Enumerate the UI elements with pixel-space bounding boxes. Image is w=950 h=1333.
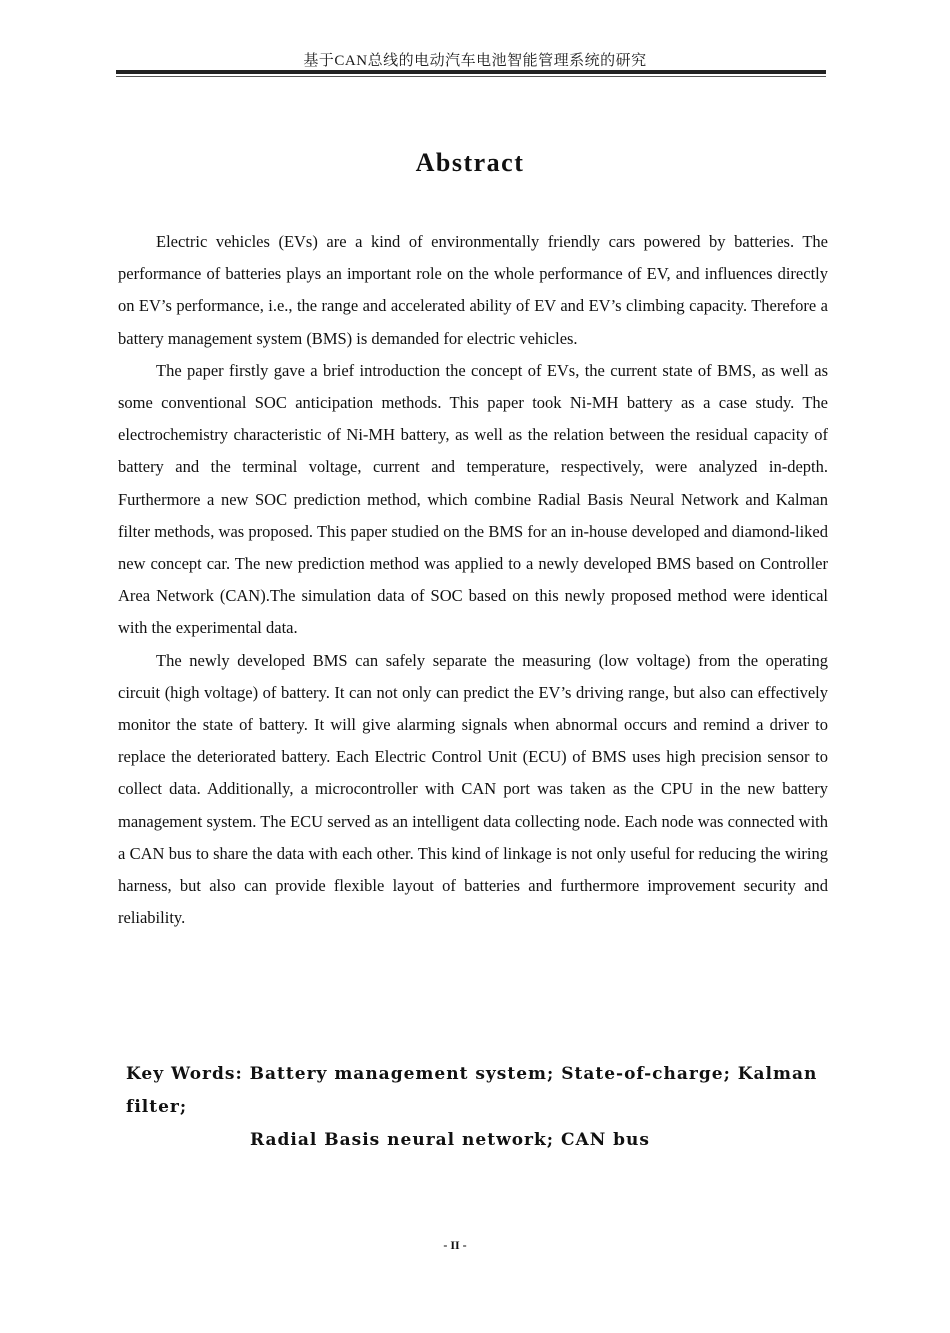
abstract-paragraph-3: The newly developed BMS can safely separate the measuring (low voltage) from the operating circuit (high voltage) of battery. It can not only can predict the EV’s driving range, but also can effectively monitor the state of battery. It will give alarming signals when abnormal occurs and remind a driver to replace the deteriorated battery. Each Electric Control Unit (ECU) of BMS uses high precision sensor to collect data. Additionally, a microcontroller with CAN port was taken as the CPU in the new battery management system. The ECU served as an intelligent data collecting node. Each node was connected with a CAN bus to share the data with each other. This kind of linkage is not only useful for reducing the wiring harness, but also can provide flexible layout of batteries and furthermore improvement security and reliability.	[118, 650, 828, 928]
keywords-line-1: Key Words: Battery management system; State-of-charge; Kalman filter;	[126, 1064, 818, 1117]
header-rule-thin	[116, 76, 826, 77]
abstract-body	[118, 226, 828, 934]
keywords-block	[126, 1058, 846, 1157]
abstract-paragraph-1: Electric vehicles (EVs) are a kind of environmentally friendly cars powered by batteries. The performance of batteries plays an important role on the whole performance of EV, and influences directly on EV’s performance, i.e., the range and accelerated ability of EV and EV’s climbing capacity. Therefore a battery management system (BMS) is demanded for electric vehicles.	[118, 232, 828, 348]
abstract-paragraph-2: The paper firstly gave a brief introduction the concept of EVs, the current state of BMS, as well as some conventional SOC anticipation methods. This paper took Ni-MH battery as a case study. The electrochemistry characteristic of Ni-MH battery, as well as the relation between the residual capacity of battery and the terminal voltage, current and temperature, respectively, were analyzed in-depth. Furthermore a new SOC prediction method, which combine Radial Basis Neural Network and Kalman filter methods, was proposed. This paper studied on the BMS for an in-house developed and diamond-liked new concept car. The new prediction method was applied to a newly developed BMS based on Controller Area Network (CAN).The simulation data of SOC based on this newly proposed method were identical with the experimental data.	[118, 360, 828, 638]
header-rule	[116, 70, 826, 74]
keywords-line-2: Radial Basis neural network; CAN bus	[250, 1130, 650, 1150]
page-title: Abstract	[415, 148, 525, 177]
running-header: 基于CAN总线的电动汽车电池智能管理系统的研究	[303, 53, 647, 69]
page-number: - II -	[443, 1238, 467, 1252]
